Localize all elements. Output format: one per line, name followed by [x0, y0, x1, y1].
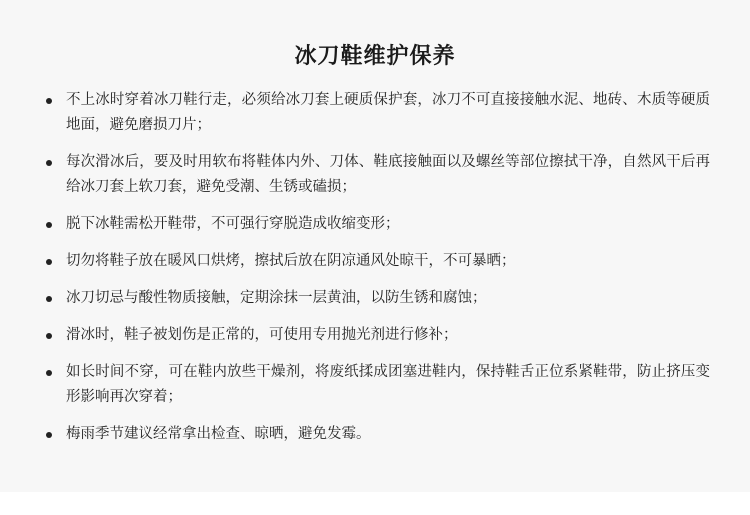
bullet-icon [46, 370, 52, 376]
list-item [44, 323, 710, 348]
list-item [44, 360, 710, 410]
list-item-text: 切勿将鞋子放在暖风口烘烤，擦拭后放在阴凉通风处晾干，不可暴晒； [66, 253, 516, 269]
bullet-icon [46, 160, 52, 166]
bullet-icon [46, 222, 52, 228]
list-item [44, 150, 710, 200]
list-item-text: 梅雨季节建议经常拿出检查、晾晒，避免发霉。 [66, 426, 371, 442]
list-item-text: 每次滑冰后，要及时用软布将鞋体内外、刀体、鞋底接触面以及螺丝等部位擦拭干净，自然风干后再给冰刀套上软刀套，避免受潮、生锈或磕损； [66, 154, 710, 195]
bullet-icon [46, 98, 52, 104]
list-item [44, 88, 710, 138]
bullet-icon [46, 432, 52, 438]
list-item-text: 滑冰时，鞋子被划伤是正常的，可使用专用抛光剂进行修补； [66, 327, 458, 343]
list-item [44, 212, 710, 237]
list-item-text: 如长时间不穿，可在鞋内放些干燥剂，将废纸揉成团塞进鞋内，保持鞋舌正位系紧鞋带，防止挤压变形影响再次穿着； [66, 364, 710, 405]
list-item-text: 脱下冰鞋需松开鞋带，不可强行穿脱造成收缩变形； [66, 216, 400, 232]
care-list [44, 88, 710, 459]
list-item-text: 冰刀切忌与酸性物质接触，定期涂抹一层黄油，以防生锈和腐蚀； [66, 290, 487, 306]
bullet-icon [46, 333, 52, 339]
page-title: 冰刀鞋维护保养 [294, 44, 456, 69]
bullet-icon [46, 259, 52, 265]
list-item [44, 249, 710, 274]
bullet-icon [46, 296, 52, 302]
list-item-text: 不上冰时穿着冰刀鞋行走，必须给冰刀套上硬质保护套，冰刀不可直接接触水泥、地砖、木质等硬质地面，避免磨损刀片； [66, 92, 710, 133]
list-item [44, 286, 710, 311]
list-item [44, 422, 710, 447]
